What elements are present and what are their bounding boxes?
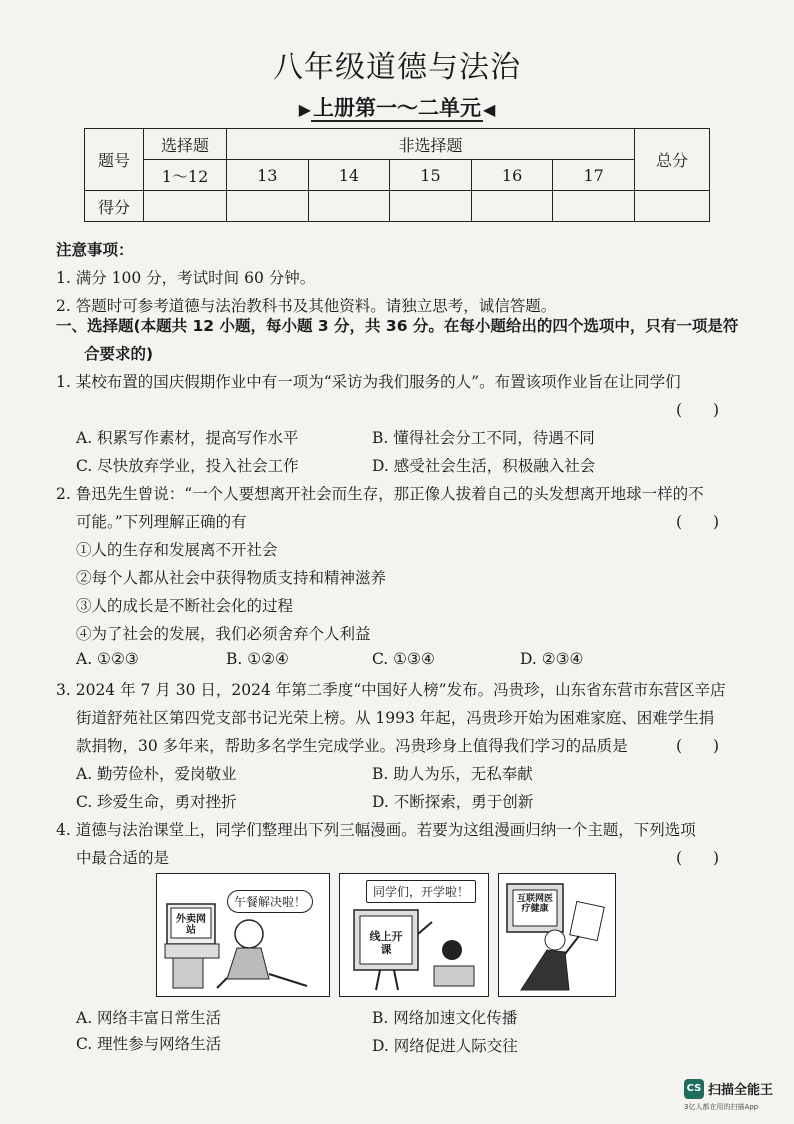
section1-line1: 一、选择题(本题共 12 小题，每小题 3 分，共 36 分。在每小题给出的四个选项中，只有一项是符 bbox=[56, 317, 739, 335]
col-16: 16 bbox=[471, 160, 553, 191]
note-item: 2. 答题时可参考道德与法治教科书及其他资料。请独立思考，诚信答题。 bbox=[56, 297, 557, 315]
col-15: 15 bbox=[390, 160, 472, 191]
score-cell[interactable] bbox=[635, 191, 710, 222]
q2-statement-4: ④为了社会的发展，我们必须舍弃个人利益 bbox=[76, 625, 371, 643]
note-item: 1. 满分 100 分，考试时间 60 分钟。 bbox=[56, 269, 316, 287]
label-score: 得分 bbox=[85, 191, 144, 222]
score-table bbox=[84, 128, 710, 222]
score-cell[interactable] bbox=[553, 191, 635, 222]
page-subtitle bbox=[0, 92, 794, 122]
q4-option-a[interactable]: A. 网络丰富日常生活 bbox=[76, 1009, 222, 1027]
q2-option-b[interactable]: B. ①②④ bbox=[226, 650, 289, 668]
q1-stem: 1. 某校布置的国庆假期作业中有一项为“采访为我们服务的人”。布置该项作业旨在让同学们 bbox=[56, 373, 681, 391]
cartoon-1 bbox=[156, 873, 330, 997]
label-question-number: 题号 bbox=[85, 129, 144, 191]
page-title: 八年级道德与法治 bbox=[273, 50, 521, 85]
q4-line2: 中最合适的是 bbox=[76, 849, 170, 867]
brand-name: 扫描全能王 bbox=[708, 1083, 774, 1098]
triangle-right-icon: ▶ bbox=[298, 100, 311, 119]
notes bbox=[56, 236, 756, 320]
scanner-watermark bbox=[684, 1078, 774, 1111]
section1-line2: 合要求的) bbox=[84, 345, 154, 363]
q3-option-c[interactable]: C. 珍爱生命，勇对挫折 bbox=[76, 793, 237, 811]
q4-option-d[interactable]: D. 网络促进人际交往 bbox=[372, 1037, 518, 1055]
cartoon-1-bubble: 午餐解决啦！ bbox=[227, 890, 313, 913]
q2-option-a[interactable]: A. ①②③ bbox=[76, 650, 139, 668]
q2-option-c[interactable]: C. ①③④ bbox=[372, 650, 435, 668]
cartoon-3 bbox=[498, 873, 616, 997]
cartoon-3-drawing bbox=[499, 874, 615, 996]
cartoon-2-bubble: 同学们，开学啦！ bbox=[366, 880, 476, 903]
notes-heading: 注意事项： bbox=[56, 241, 134, 259]
q3-line3: 款捐物，30 多年来，帮助多名学生完成学业。冯贵珍身上值得我们学习的品质是 bbox=[76, 737, 628, 755]
q2-line2: 可能。”下列理解正确的有 bbox=[76, 513, 247, 531]
col-14: 14 bbox=[308, 160, 390, 191]
q4-option-c[interactable]: C. 理性参与网络生活 bbox=[76, 1035, 222, 1053]
header-choice: 选择题 bbox=[144, 129, 227, 160]
choice-range: 1～12 bbox=[144, 160, 227, 191]
col-17: 17 bbox=[553, 160, 635, 191]
q2-statement-1: ①人的生存和发展离不开社会 bbox=[76, 541, 278, 559]
q4-line1: 4. 道德与法治课堂上，同学们整理出下列三幅漫画。若要为这组漫画归纳一个主题，下列选项 bbox=[56, 821, 696, 839]
q2-statement-2: ②每个人都从社会中获得物质支持和精神滋养 bbox=[76, 569, 387, 587]
header-nonchoice: 非选择题 bbox=[227, 129, 635, 160]
q1-option-d[interactable]: D. 感受社会生活，积极融入社会 bbox=[372, 457, 596, 475]
score-cell[interactable] bbox=[227, 191, 309, 222]
header-total: 总分 bbox=[635, 129, 710, 191]
score-cell[interactable] bbox=[144, 191, 227, 222]
q3-answer-paren[interactable]: ( ) bbox=[676, 737, 720, 755]
q2-statement-3: ③人的成长是不断社会化的过程 bbox=[76, 597, 294, 615]
q4-answer-paren[interactable]: ( ) bbox=[676, 849, 720, 867]
cartoon-2-screen-text: 线上开课 bbox=[369, 930, 403, 956]
score-cell[interactable] bbox=[471, 191, 553, 222]
q3-option-a[interactable]: A. 勤劳俭朴，爱岗敬业 bbox=[76, 765, 237, 783]
cartoon-2 bbox=[339, 873, 489, 997]
subtitle-text: 上册第一～二单元 bbox=[313, 95, 481, 120]
camscanner-logo-icon: CS bbox=[684, 1079, 704, 1099]
score-cell[interactable] bbox=[308, 191, 390, 222]
q2-option-d[interactable]: D. ②③④ bbox=[520, 650, 584, 668]
q4-option-b[interactable]: B. 网络加速文化传播 bbox=[372, 1009, 518, 1027]
triangle-left-icon: ◀ bbox=[483, 100, 496, 119]
q1-option-c[interactable]: C. 尽快放弃学业，投入社会工作 bbox=[76, 457, 299, 475]
q3-line2: 街道舒苑社区第四党支部书记光荣上榜。从 1993 年起，冯贵珍开始为困难家庭、困难学生捐 bbox=[76, 709, 715, 727]
q2-line1: 2. 鲁迅先生曾说：“一个人要想离开社会而生存，那正像人拔着自己的头发想离开地球一样的不 bbox=[56, 485, 704, 503]
q3-line1: 3. 2024 年 7 月 30 日，2024 年第二季度“中国好人榜”发布。冯贵珍，山东省东营市东营区辛店 bbox=[56, 681, 726, 699]
q3-option-d[interactable]: D. 不断探索，勇于创新 bbox=[372, 793, 534, 811]
q2-answer-paren[interactable]: ( ) bbox=[676, 513, 720, 531]
brand-tagline: 3亿人都在用的扫描App bbox=[684, 1103, 759, 1111]
q1-option-b[interactable]: B. 懂得社会分工不同，待遇不同 bbox=[372, 429, 595, 447]
col-13: 13 bbox=[227, 160, 309, 191]
score-cell[interactable] bbox=[390, 191, 472, 222]
q1-option-a[interactable]: A. 积累写作素材，提高写作水平 bbox=[76, 429, 299, 447]
cartoon-3-screen-text: 互联网医疗健康 bbox=[516, 894, 553, 914]
cartoon-1-screen-text: 外卖网站 bbox=[176, 914, 206, 936]
q1-answer-paren[interactable]: ( ) bbox=[676, 401, 720, 419]
q3-option-b[interactable]: B. 助人为乐，无私奉献 bbox=[372, 765, 533, 783]
